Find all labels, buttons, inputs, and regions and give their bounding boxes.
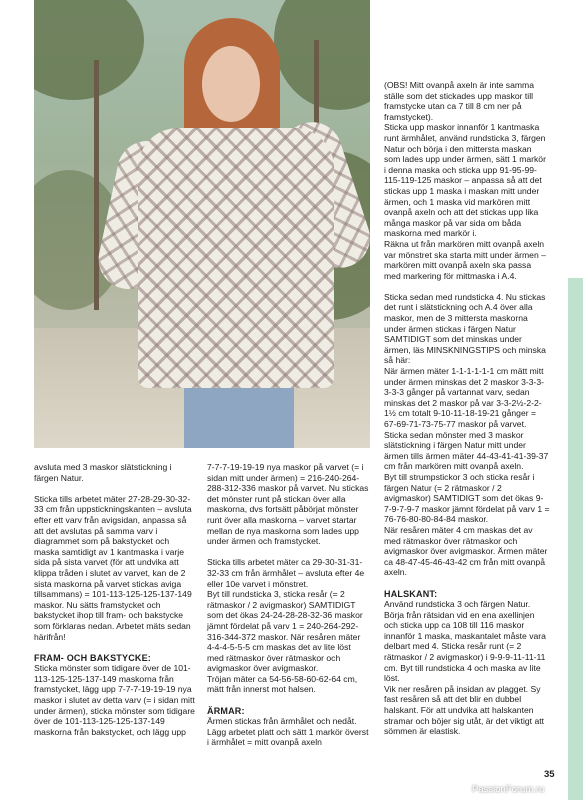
paragraph: Sticka mönster som tidigare över de 101-113-125-125-137-149 maskorna från framstycket, lägg upp 7-7-7-19-19-19 nya maskor i slutet av detta varv (= i sidan mitt under ärmen), sticka mönster som tidigare över de 101-113-125-125-137-149 maskorna från bakstycket, och lägg upp <box>34 663 195 737</box>
text-column-1 <box>34 462 196 748</box>
model-photo <box>34 0 370 448</box>
paragraph: Sticka sedan med rundsticka 4. Nu stickas det runt i slätstickning och A.4 över alla maskor, men de 3 mittersta maskorna under ärmen stickas i färgen Natur SAMTIDIGT som det minskas under ärmen, läs MINSKNINGSTIPS och minska så här: <box>384 291 546 366</box>
paragraph: Sticka tills arbetet mäter 27-28-29-30-32-33 cm från uppstickningskanten – avsluta efter ett varv från avigsidan, anpassa så att det avslutas på samma varv i diagrammet som på bakstycket och maska samtidigt av 1 kantmaska i varje sida på sista varvet (för att undvika att klippa tråden i slutet av varvet, kan de 2 sista maskorna på varvet stickas aviga tillsammans) = 101-113-125-125-137-149 maskor. Nu sätts framstycket och bakstycket ihop till fram- och bakstycke som förklaras nedan. Arbetet mäts sedan härifrån! <box>34 493 192 642</box>
paragraph: När resåren mäter 4 cm maskas det av med rätmaskor över rätmaskor och avigmaskor över avigmaskor. Ärmen mäter ca 48-47-45-46-43-42 cm från mitt ovanpå axeln. <box>384 524 548 578</box>
section-heading-body: FRAM- OCH BAKSTYCKE: <box>34 652 151 663</box>
paragraph: Sticka tills arbetet mäter ca 29-30-31-31-32-33 cm från ärmhålet – avsluta efter 4e eller 10e varvet i mönstret. <box>207 557 365 589</box>
section-heading-neckband: HALSKANT: <box>384 588 438 599</box>
paragraph: (OBS! Mitt ovanpå axeln är inte samma ställe som det stickades upp maskor till framstycke utan ca 7 till 8 cm ner på framstycket). <box>384 80 534 122</box>
paragraph: Vik ner resåren på insidan av plagget. Sy fast resåren så att det blir en dubbel halskant. För att undvika att halskanten stramar och böjer sig utåt, är det viktigt att sömmen är elastisk. <box>384 683 545 737</box>
paragraph: Ärmen stickas från ärmhålet och nedåt. Lägg arbetet platt och sätt 1 markör överst i ärmhålet = mitt ovanpå axeln <box>207 716 369 748</box>
page-number: 35 <box>544 769 555 780</box>
paragraph: Tröjan mäter ca 54-56-58-60-62-64 cm, mätt från innerst mot halsen. <box>207 673 358 695</box>
paragraph: avsluta med 3 maskor slätstickning i färgen Natur. <box>34 462 172 483</box>
paragraph: Sticka sedan mönster med 3 maskor slätstickning i färgen Natur mitt under ärmen tills ärmen mäter 44-43-41-41-39-37 cm från markören mitt ovanpå axeln. <box>384 429 549 472</box>
section-heading-sleeves: ÄRMAR: <box>207 705 245 716</box>
paragraph: 7-7-7-19-19-19 nya maskor på varvet (= i sidan mitt under ärmen) = 216-240-264-288-312-336 maskor på varvet. Nu stickas det mönster runt på stickan över alla maskorna, dvs fortsätt påbörjat mönster runt över alla maskorna – varvet startar mellan de nya maskorna som lades upp under ärmen och framstycket. <box>207 462 369 547</box>
paragraph: Räkna ut från markören mitt ovanpå axeln var mönstret ska starta mitt under ärmen – markören mitt ovanpå axeln ska passa med markering för mittmaska i A.4. <box>384 238 546 281</box>
paragraph: Sticka upp maskor innanför 1 kantmaska runt ärmhålet, använd rundsticka 3, färgen Natur och börja i den mittersta maskan som lades upp under ärmen, sätt 1 markör i denna maska och sticka upp 91-95-99-115-119-125 maskor – anpassa så att det stickas upp 1 maska i maskan mitt under ärmen, och 1 maska vid markören mitt ovanpå axeln och att det stickas upp lika många maskor på var sida om båda maskorna med markör i. <box>384 122 546 239</box>
text-column-3 <box>384 80 550 747</box>
accent-bar <box>568 278 583 800</box>
paragraph: Byt till rundsticka 3, sticka resår (= 2 rätmaskor / 2 avigmaskor) SAMTIDIGT som det ökas 24-24-28-28-32-36 maskor jämnt fördelat på varv 1 = 240-264-292-316-344-372 maskor. När resåren mäter 4-4-4-5-5-5 cm maskas det av lite löst med rätmaskor över rätmaskor och avigmaskor över avigmaskor. <box>207 589 363 674</box>
paragraph: När ärmen mäter 1-1-1-1-1-1 cm mätt mitt under ärmen minskas det 2 maskor 3-3-3-3-3-3 gånger på vartannat varv, sedan minskas det 2 maskor på var 3-3-2½-2-2-1½ cm totalt 9-10-11-18-19-21 gånger = 67-69-71-73-75-77 maskor på varvet. <box>384 366 545 429</box>
paragraph: Byt till strumpstickor 3 och sticka resår i färgen Natur (= 2 rätmaskor / 2 avigmaskor) SAMTIDIGT som det ökas 9-7-9-7-9-7 maskor jämnt fördelat på varv 1 = 76-76-80-80-84-84 maskor. <box>384 471 550 525</box>
patterned-sweater <box>138 128 334 388</box>
paragraph: Använd rundsticka 3 och färgen Natur. Börja från rätsidan vid en ena axellinjen och sticka upp ca 108 till 116 maskor innanför 1 maska, maskantalet måste vara delbart med 4. Sticka resår runt (= 2 rätmaskor / 2 avigmaskor) i 9-9-9-11-11-11 cm. Byt till rundsticka 4 och maska av lite löst. <box>384 599 546 684</box>
watermark: PassionForum.ru <box>472 784 545 795</box>
text-column-2 <box>207 462 369 759</box>
